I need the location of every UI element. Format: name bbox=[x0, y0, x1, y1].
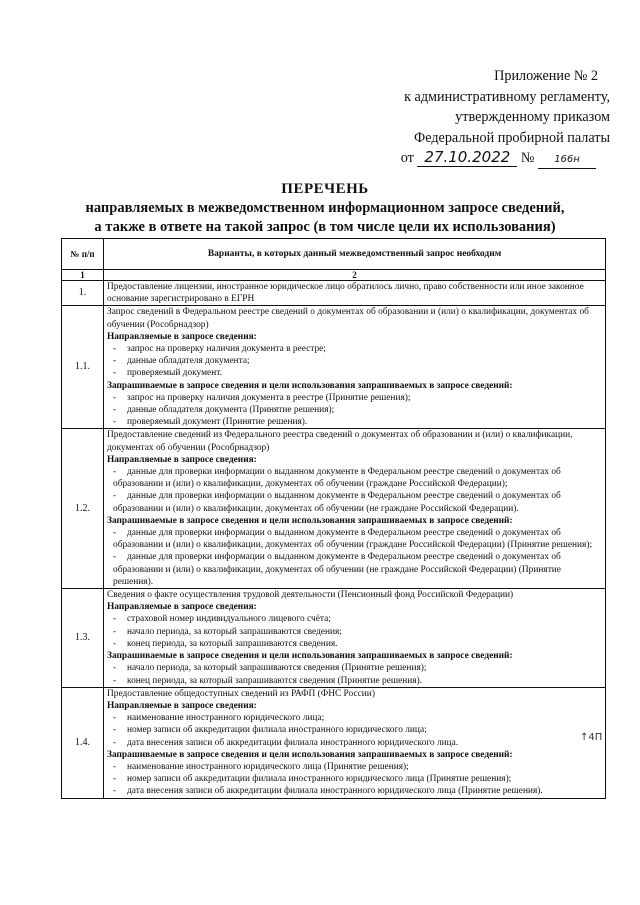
bullet-dash: - bbox=[113, 737, 117, 748]
col-number-header: № п/п bbox=[62, 239, 104, 270]
req-label bbox=[107, 650, 602, 662]
sent-item-text: данные для проверки информации о выданном документе в Федеральном реестре сведений о документах об образовании и (или) о квалификации, документах об обучении (граждане Российской Федерации); bbox=[113, 467, 561, 490]
row-content bbox=[104, 306, 606, 429]
sent-item-text: конец периода, за который запрашиваются сведения. bbox=[127, 638, 338, 649]
bullet-dash: - bbox=[113, 356, 117, 367]
row-intro: Запрос сведений в Федеральном реестре сведений о документах об образовании и (или) о квалификации, документах об обучении (Рособрнадзор) bbox=[107, 307, 589, 330]
req-label-text: Запрашиваемые в запросе сведения и цели использования запрашиваемых в запросе сведений: bbox=[107, 380, 513, 391]
req-item-text: проверяемый документ (Принятие решения). bbox=[127, 417, 308, 428]
sent-item-text: номер записи об аккредитации филиала иностранного юридического лица; bbox=[127, 725, 427, 736]
req-item bbox=[107, 675, 602, 687]
sent-item bbox=[107, 638, 602, 650]
bullet-dash: - bbox=[113, 638, 117, 649]
sent-item bbox=[107, 367, 602, 379]
req-item bbox=[107, 662, 602, 674]
req-item-text: номер записи об аккредитации филиала иностранного юридического лица (Принятие решения); bbox=[127, 774, 512, 785]
sent-item-text: дата внесения записи об аккредитации филиала иностранного юридического лица. bbox=[127, 737, 459, 748]
bullet-dash: - bbox=[113, 528, 117, 539]
bullet-dash: - bbox=[113, 774, 117, 785]
sent-label-text: Направляемые в запросе сведения: bbox=[107, 602, 257, 613]
appendix-line-4: Федеральной пробирной палаты bbox=[414, 129, 610, 146]
document-subtitle-2: а также в ответе на такой запрос (в том числе цели их использования) bbox=[94, 219, 556, 235]
row-number: 1.4. bbox=[62, 687, 104, 798]
bullet-dash: - bbox=[113, 344, 117, 355]
sent-label-text: Направляемые в запросе сведения: bbox=[107, 331, 257, 342]
req-item-text: запрос на проверку наличия документа в реестре (Принятие решения); bbox=[127, 392, 411, 403]
bullet-dash: - bbox=[113, 786, 117, 797]
sent-item-text: начало периода, за который запрашиваются сведения; bbox=[127, 626, 342, 637]
table-row bbox=[62, 687, 606, 798]
bullet-dash: - bbox=[113, 417, 117, 428]
table-header-row bbox=[62, 239, 606, 270]
col-2-index: 2 bbox=[104, 270, 606, 281]
req-item bbox=[107, 773, 602, 785]
req-item bbox=[107, 761, 602, 773]
table-index-row bbox=[62, 270, 606, 281]
row-number: 1.1. bbox=[62, 306, 104, 429]
bullet-dash: - bbox=[113, 368, 117, 379]
appendix-line-3: утвержденному приказом bbox=[455, 109, 610, 125]
req-item bbox=[107, 392, 602, 404]
row-intro: Предоставление общедоступных сведений из РАФП (ФНС России) bbox=[107, 688, 375, 699]
table-row bbox=[62, 306, 606, 429]
req-label-text: Запрашиваемые в запросе сведения и цели использования запрашиваемых в запросе сведений: bbox=[107, 651, 513, 662]
order-date: 27.10.2022 bbox=[417, 149, 517, 167]
sent-label bbox=[107, 700, 602, 712]
sent-item bbox=[107, 466, 602, 490]
bullet-dash: - bbox=[113, 663, 117, 674]
sent-item bbox=[107, 343, 602, 355]
req-label-text: Запрашиваемые в запросе сведения и цели использования запрашиваемых в запросе сведений: bbox=[107, 749, 513, 760]
from-label: от bbox=[400, 150, 414, 166]
req-label bbox=[107, 749, 602, 761]
bullet-dash: - bbox=[113, 614, 117, 625]
margin-mark: ↑4П bbox=[580, 732, 603, 743]
col-1-index: 1 bbox=[62, 270, 104, 281]
req-item-text: данные обладателя документа (Принятие решения); bbox=[127, 405, 335, 416]
document-subtitle-1: направляемых в межведомственном информационном запросе сведений, bbox=[85, 200, 565, 216]
req-item-text: конец периода, за который запрашиваются сведения (Принятие решения). bbox=[127, 675, 423, 686]
sent-item bbox=[107, 737, 602, 749]
row-intro: Сведения о факте осуществления трудовой деятельности (Пенсионный фонд Российской Федерации) bbox=[107, 590, 514, 601]
appendix-line-2: к административному регламенту, bbox=[404, 88, 610, 105]
order-date-number bbox=[350, 148, 610, 169]
sent-label bbox=[107, 331, 602, 343]
req-item-text: дата внесения записи об аккредитации филиала иностранного юридического лица (Принятие решения). bbox=[127, 786, 543, 797]
req-item bbox=[107, 527, 602, 551]
req-label bbox=[107, 515, 602, 527]
sent-item bbox=[107, 490, 602, 514]
req-item-text: наименование иностранного юридического лица (Принятие решения); bbox=[127, 761, 409, 772]
document-title: ПЕРЕЧЕНЬ bbox=[281, 181, 369, 197]
appendix-header bbox=[350, 66, 610, 169]
row-number: 1.3. bbox=[62, 589, 104, 688]
sent-item bbox=[107, 724, 602, 736]
req-item-text: данные для проверки информации о выданном документе в Федеральном реестре сведений о документах об образовании и (или) о квалификации, документах об обучении (граждане Российской Федерации) (Принятие решения); bbox=[113, 528, 593, 551]
col-variants-header: Варианты, в которых данный межведомственный запрос необходим bbox=[104, 239, 606, 270]
sent-item-text: проверяемый документ. bbox=[127, 368, 222, 379]
req-item bbox=[107, 416, 602, 428]
sent-label-text: Направляемые в запросе сведения: bbox=[107, 700, 257, 711]
table-row bbox=[62, 589, 606, 688]
req-item bbox=[107, 404, 602, 416]
sent-item-text: страховой номер индивидуального лицевого счёта; bbox=[127, 614, 331, 625]
row-content bbox=[104, 429, 606, 589]
req-item bbox=[107, 551, 602, 588]
sent-item bbox=[107, 626, 602, 638]
row-content bbox=[104, 687, 606, 798]
bullet-dash: - bbox=[113, 552, 117, 563]
bullet-dash: - bbox=[113, 405, 117, 416]
bullet-dash: - bbox=[113, 467, 117, 478]
bullet-dash: - bbox=[113, 626, 117, 637]
row-intro: Предоставление сведений из Федерального реестра сведений о документах об образовании и (или) о квалификации, документах об обучении (Рособрнадзор) bbox=[107, 430, 573, 453]
req-item bbox=[107, 785, 602, 797]
sent-item-text: данные для проверки информации о выданном документе в Федеральном реестре сведений о документах об образовании и (или) о квалификации, документах об обучении (не граждане Российской Федерации). bbox=[113, 491, 561, 514]
req-item-text: начало периода, за который запрашиваются сведения (Принятие решения); bbox=[127, 663, 427, 674]
row-text: Предоставление лицензии, иностранное юридическое лицо обратилось лично, право собственности или иное законное основание зарегистрировано в ЕГРН bbox=[104, 281, 606, 306]
sent-item-text: данные обладателя документа; bbox=[127, 356, 250, 367]
sent-label bbox=[107, 454, 602, 466]
bullet-dash: - bbox=[113, 761, 117, 772]
bullet-dash: - bbox=[113, 713, 117, 724]
req-label bbox=[107, 380, 602, 392]
row-number: 1.2. bbox=[62, 429, 104, 589]
sent-label-text: Направляемые в запросе сведения: bbox=[107, 454, 257, 465]
req-item-text: данные для проверки информации о выданном документе в Федеральном реестре сведений о документах об образовании и (или) о квалификации, документах об обучении (не граждане Российской Федерации) (Принятие решения). bbox=[113, 552, 561, 587]
sent-label bbox=[107, 601, 602, 613]
table-row bbox=[62, 429, 606, 589]
bullet-dash: - bbox=[113, 392, 117, 403]
sent-item bbox=[107, 712, 602, 724]
row-number: 1. bbox=[62, 281, 104, 306]
table-row bbox=[62, 281, 606, 306]
order-number: 166н bbox=[538, 151, 596, 169]
row-content bbox=[104, 589, 606, 688]
info-table bbox=[61, 238, 606, 799]
sent-item-text: наименование иностранного юридического лица; bbox=[127, 713, 325, 724]
bullet-dash: - bbox=[113, 725, 117, 736]
sent-item-text: запрос на проверку наличия документа в реестре; bbox=[127, 344, 326, 355]
req-label-text: Запрашиваемые в запросе сведения и цели использования запрашиваемых в запросе сведений: bbox=[107, 515, 513, 526]
bullet-dash: - bbox=[113, 675, 117, 686]
sent-item bbox=[107, 355, 602, 367]
bullet-dash: - bbox=[113, 491, 117, 502]
sent-item bbox=[107, 613, 602, 625]
number-label: № bbox=[520, 150, 535, 166]
appendix-number: Приложение № 2 bbox=[494, 68, 598, 84]
